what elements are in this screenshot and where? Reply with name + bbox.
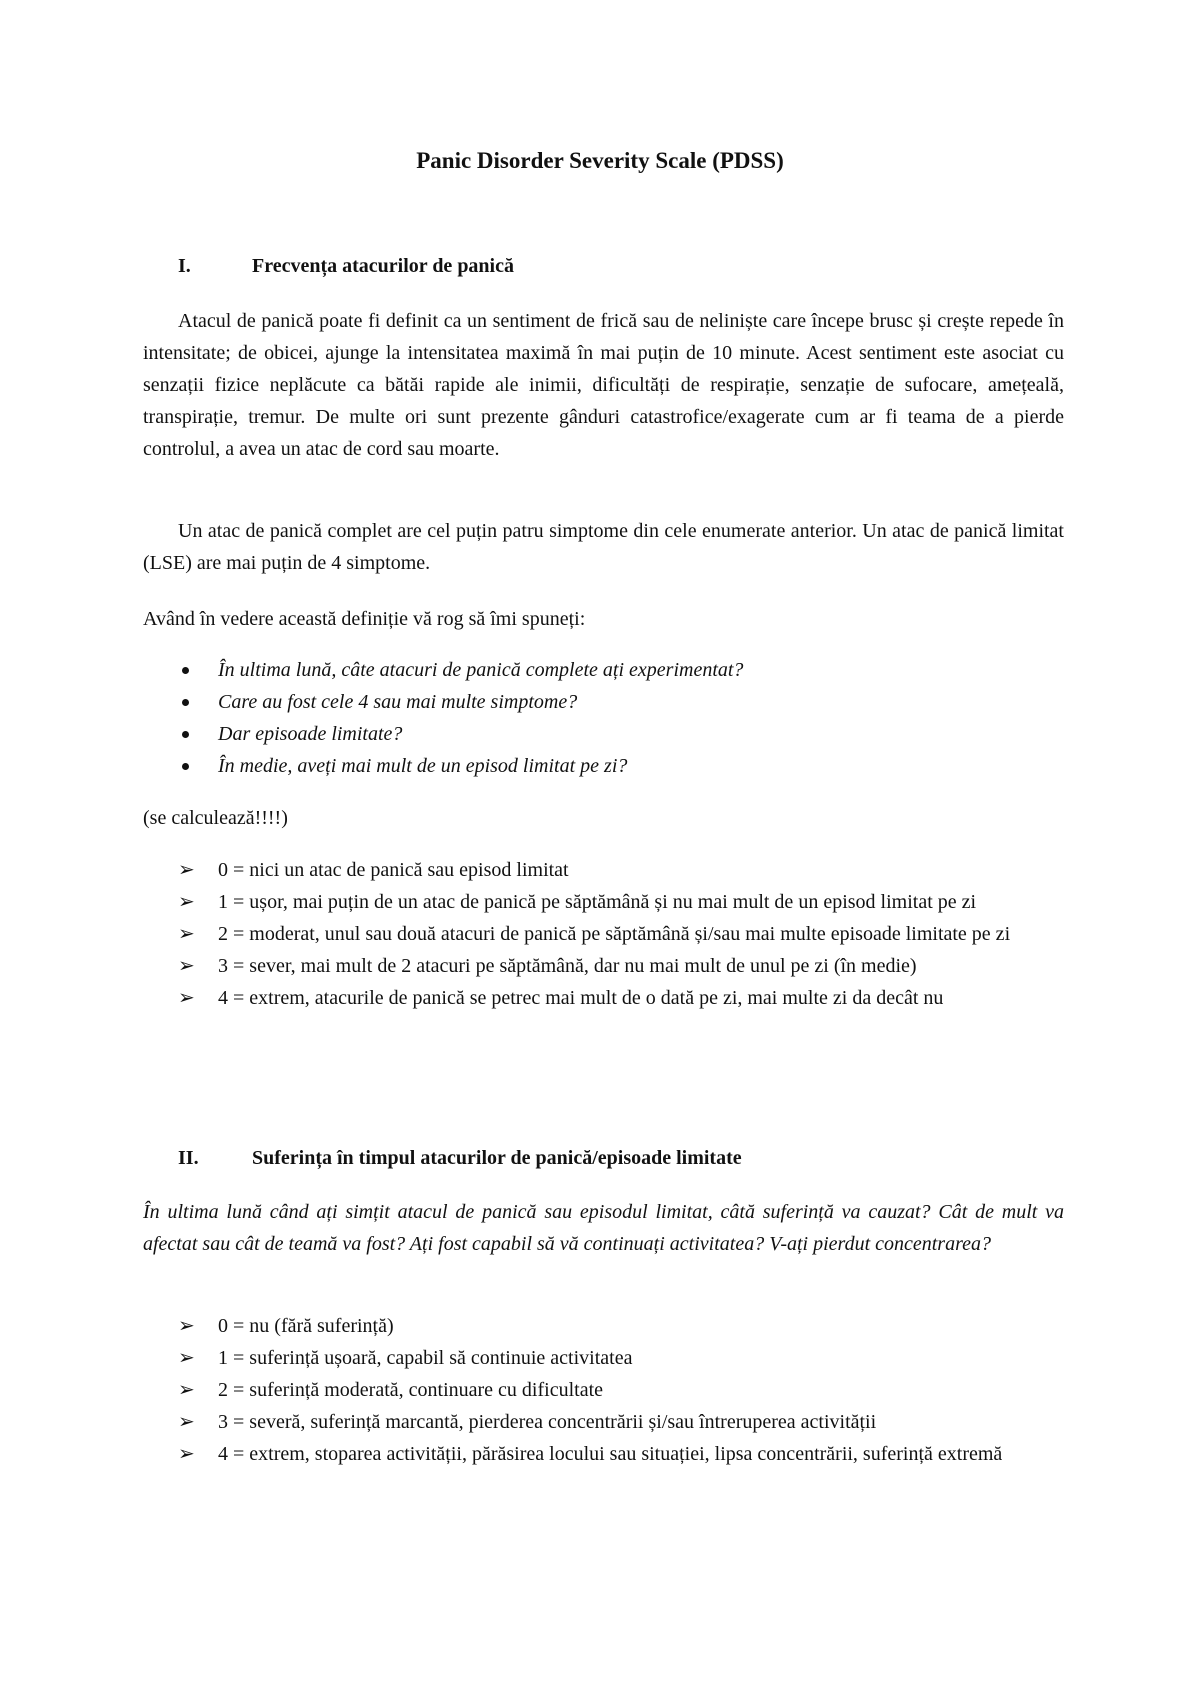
arrow-bullet-icon: ➢ — [178, 1347, 195, 1369]
scale-item: ➢ 3 = sever, mai mult de 2 atacuri pe săptămână, dar nu mai mult de unul pe zi (în medie) — [178, 950, 1064, 982]
section-2-number: II. — [178, 1147, 199, 1169]
question-item: Care au fost cele 4 sau mai multe simptome? — [178, 686, 743, 718]
arrow-bullet-icon: ➢ — [178, 859, 195, 881]
arrow-bullet-icon: ➢ — [178, 987, 195, 1009]
distress-scale-list — [178, 1310, 1064, 1470]
arrow-bullet-icon: ➢ — [178, 1315, 195, 1337]
scale-item: ➢ 2 = suferință moderată, continuare cu dificultate — [178, 1374, 1064, 1406]
scale-item: ➢ 1 = ușor, mai puțin de un atac de panică pe săptămână și nu mai mult de un episod limitat pe zi — [178, 886, 1064, 918]
section-1-paragraph-1: Atacul de panică poate fi definit ca un sentiment de frică sau de neliniște care începe brusc și crește repede în intensitate; de obicei, ajunge la intensitatea maximă în mai puțin de 10 minute. Acest sentiment este asociat cu senzații fizice neplăcute ca bătăi rapide ale inimii, dificultăți de respirație, senzație de sufocare, amețeală, transpirație, tremur. De multe ori sunt prezente gânduri catastrofice/exagerate cum ar fi teama de a pierde controlul, a avea un atac de cord sau moarte. — [143, 310, 1064, 460]
question-item: În medie, aveți mai mult de un episod limitat pe zi? — [178, 750, 743, 782]
arrow-bullet-icon: ➢ — [178, 955, 195, 977]
section-2-heading — [178, 1142, 742, 1174]
question-list — [178, 654, 743, 782]
scale-item: ➢ 4 = extrem, stoparea activității, părăsirea locului sau situației, lipsa concentrării, suferință extremă — [178, 1438, 1064, 1470]
calculation-note: (se calculează!!!!) — [143, 807, 288, 829]
section-1-paragraph-2: Un atac de panică complet are cel puțin patru simptome din cele enumerate anterior. Un atac de panică limitat (LSE) are mai puțin de 4 simptome. — [143, 520, 1064, 574]
section-1-paragraph-3: Având în vedere această definiție vă rog să îmi spuneți: — [143, 608, 586, 630]
section-1-number: I. — [178, 255, 191, 277]
section-1-heading — [178, 250, 514, 282]
scale-item: ➢ 3 = severă, suferință marcantă, pierderea concentrării și/sau întreruperea activității — [178, 1406, 1064, 1438]
question-item: În ultima lună, câte atacuri de panică complete ați experimentat? — [178, 654, 743, 686]
arrow-bullet-icon: ➢ — [178, 923, 195, 945]
scale-item: ➢ 1 = suferință ușoară, capabil să continuie activitatea — [178, 1342, 1064, 1374]
frequency-scale-list — [178, 854, 1064, 1014]
arrow-bullet-icon: ➢ — [178, 1443, 195, 1465]
bullet-dot-icon — [182, 699, 189, 706]
bullet-dot-icon — [182, 763, 189, 770]
section-2-title: Suferința în timpul atacurilor de panică/episoade limitate — [252, 1147, 742, 1169]
arrow-bullet-icon: ➢ — [178, 1411, 195, 1433]
scale-item: ➢ 4 = extrem, atacurile de panică se petrec mai mult de o dată pe zi, mai multe zi da decât nu — [178, 982, 1064, 1014]
page-title: Panic Disorder Severity Scale (PDSS) — [416, 148, 784, 173]
scale-item: ➢ 0 = nu (fără suferință) — [178, 1310, 1064, 1342]
bullet-dot-icon — [182, 667, 189, 674]
scale-item: ➢ 2 = moderat, unul sau două atacuri de panică pe săptămână și/sau mai multe episoade limitate pe zi — [178, 918, 1064, 950]
arrow-bullet-icon: ➢ — [178, 891, 195, 913]
section-1-title: Frecvența atacurilor de panică — [252, 255, 514, 277]
section-2-question: În ultima lună când ați simțit atacul de panică sau episodul limitat, câtă suferință va cauzat? Cât de mult va afectat sau cât de teamă va fost? Ați fost capabil să vă continuați activitatea? V-ați pierdut concentrarea? — [143, 1201, 1064, 1255]
scale-item: ➢ 0 = nici un atac de panică sau episod limitat — [178, 854, 1064, 886]
arrow-bullet-icon: ➢ — [178, 1379, 195, 1401]
bullet-dot-icon — [182, 731, 189, 738]
question-item: Dar episoade limitate? — [178, 718, 743, 750]
